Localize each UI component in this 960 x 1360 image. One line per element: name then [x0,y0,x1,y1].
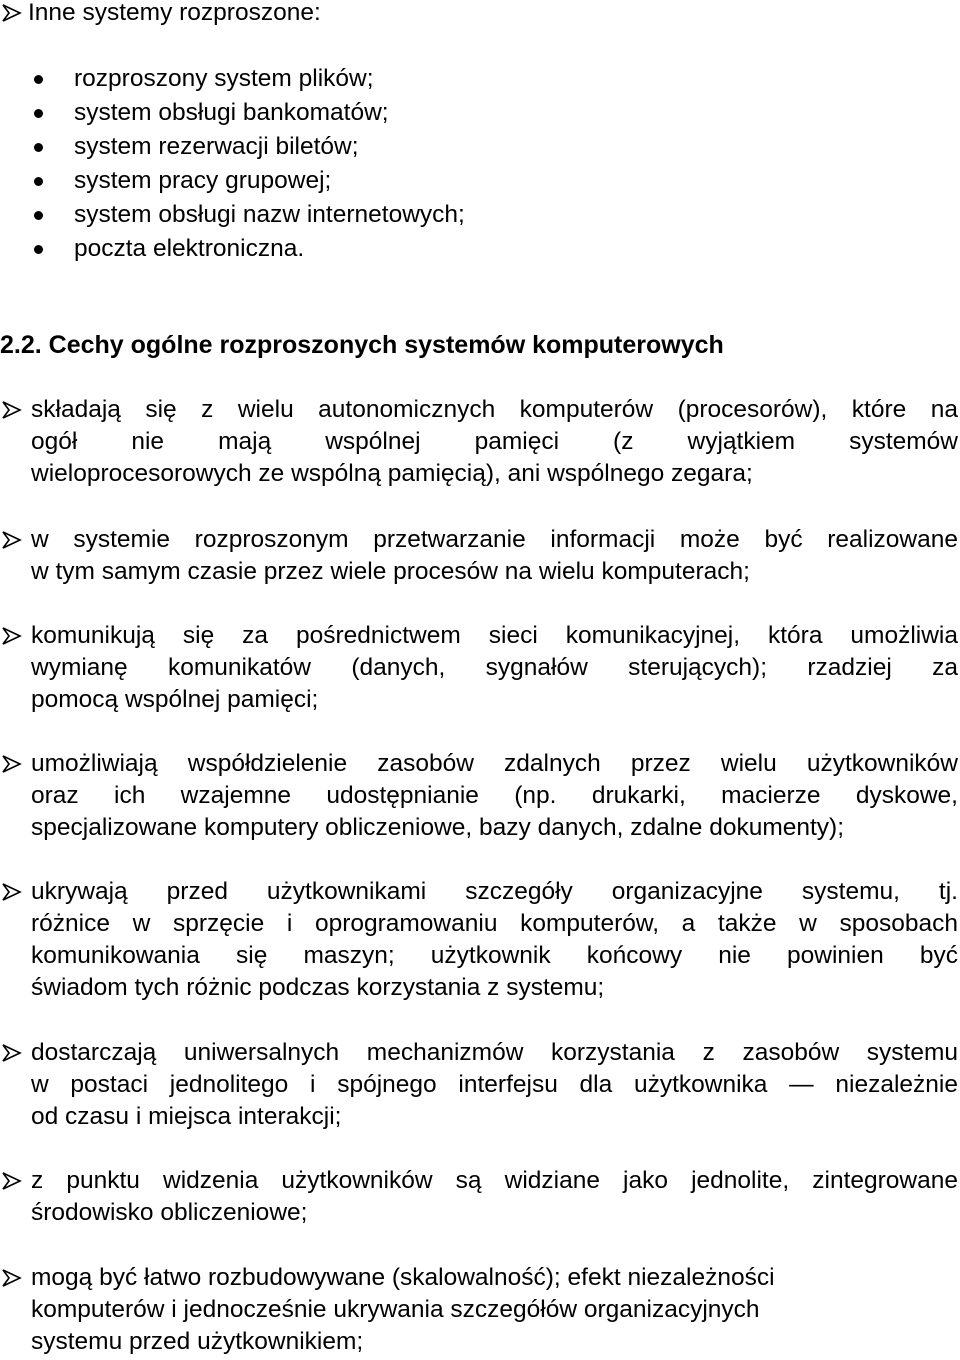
arrow-bullet-icon [0,625,28,647]
arrow-bullet-icon [0,1267,28,1289]
feature-text: dostarczają uniwersalnych mechanizmów korzystania z zasobów systemu w postaci jednolitego i spójnego interfejsu dla użytkownika — niezależnie od czasu i miejsca interakcji; [31,1039,958,1130]
feature-text: ukrywają przed użytkownikami szczegóły organizacyjne systemu, tj. różnice w sprzęcie i oprogramowaniu komputerów, a także w sposobach komunikowania się maszyn; użytkownik końcowy nie powinien być świadom tych różnic podczas korzystania z systemu; [31,878,958,1001]
arrow-bullet-icon [0,1170,28,1192]
list-item: system rezerwacji biletów; [32,130,465,164]
bullet-list [32,62,465,266]
feature-text: z punktu widzenia użytkowników są widziane jako jednolite, zintegrowane środowisko obliczeniowe; [31,1167,958,1226]
bullet-dot-icon [34,211,43,220]
arrow-bullet-icon [0,1042,28,1064]
feature-text: umożliwiają współdzielenie zasobów zdalnych przez wielu użytkowników oraz ich wzajemne udostępnianie (np. drukarki, macierze dyskowe, specjalizowane komputery obliczeniowe, bazy danych, zdalne dokumenty); [31,750,958,841]
list-item: rozproszony system plików; [32,62,465,96]
bullet-dot-icon [34,177,43,186]
list-item: system obsługi nazw internetowych; [32,198,465,232]
list-item: poczta elektroniczna. [32,232,465,266]
arrow-bullet-icon [0,2,28,24]
feature-text: mogą być łatwo rozbudowywane (skalowalność); efekt niezależności komputerów i jednocześnie ukrywania szczegółów organizacyjnych systemu przed użytkownikiem; [31,1264,775,1355]
arrow-bullet-icon [0,529,28,551]
list-item: system pracy grupowej; [32,164,465,198]
arrow-bullet-icon [0,399,28,421]
bullet-dot-icon [34,109,43,118]
bullet-dot-icon [34,143,43,152]
intro-heading: Inne systemy rozproszone: [28,0,321,26]
intro-heading-row [0,0,321,29]
arrow-bullet-icon [0,881,28,903]
section-title: 2.2. Cechy ogólne rozproszonych systemów komputerowych [0,331,724,359]
bullet-dot-icon [34,245,43,254]
feature-text: składają się z wielu autonomicznych komputerów (procesorów), które na ogół nie mają wspólnej pamięci (z wyjątkiem systemów wieloprocesorowych ze wspólną pamięcią), ani wspólnego zegara; [31,396,958,487]
feature-text: komunikują się za pośrednictwem sieci komunikacyjnej, która umożliwia wymianę komunikatów (danych, sygnałów sterujących); rzadziej za pomocą wspólnej pamięci; [31,622,958,713]
list-item: system obsługi bankomatów; [32,96,465,130]
bullet-dot-icon [34,75,43,84]
feature-text: w systemie rozproszonym przetwarzanie informacji może być realizowane w tym samym czasie przez wiele procesów na wielu komputerach; [31,526,958,585]
arrow-bullet-icon [0,753,28,775]
